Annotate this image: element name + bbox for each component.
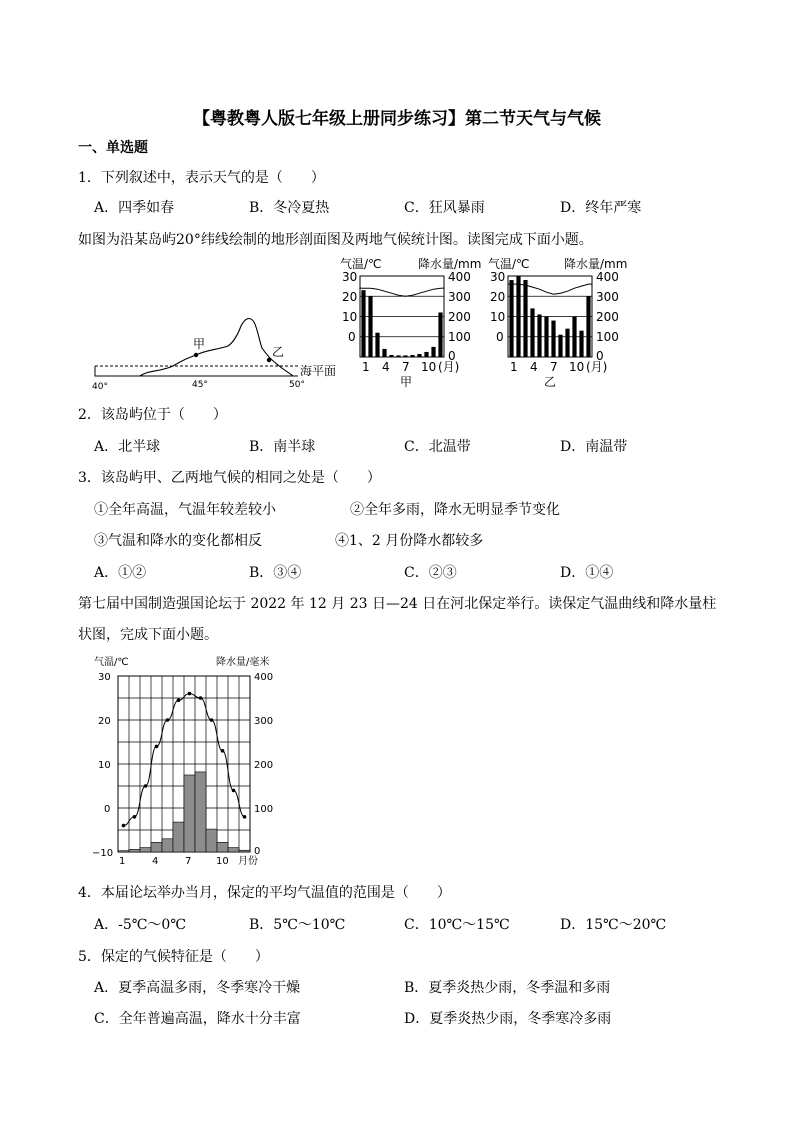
jia-x-tick: 10 — [421, 360, 437, 374]
yi-chart-name: 乙 — [544, 375, 557, 389]
jia-precip-tick: 400 — [448, 270, 471, 284]
baoding-temp-point — [221, 749, 225, 753]
yi-precip-bar — [523, 280, 527, 357]
yi-temp-tick: 10 — [490, 310, 506, 324]
baoding-precip-bar — [195, 772, 206, 852]
section-heading: 一、单选题 — [78, 140, 148, 156]
q4-option-c[interactable]: C．10℃～15℃ — [404, 917, 510, 933]
profile-baseline — [95, 366, 298, 376]
jia-precip-bar — [424, 352, 428, 357]
q2-option-c[interactable]: C．北温带 — [404, 439, 471, 455]
jia-chart-name: 甲 — [400, 375, 413, 389]
q3-item-3: ③气温和降水的变化都相反 — [94, 533, 262, 549]
baoding-precip-tick: 400 — [254, 672, 274, 683]
yi-precip-tick: 400 — [596, 270, 619, 284]
jia-precip-bar — [431, 347, 435, 357]
q3-item-2: ②全年多雨，降水无明显季节变化 — [350, 502, 560, 518]
profile-label-jia: 甲 — [193, 337, 206, 351]
jia-precip-bar — [389, 355, 393, 357]
yi-temp-tick: 30 — [490, 270, 506, 284]
yi-precip-bar — [586, 296, 590, 357]
q5-option-c[interactable]: C．全年普遍高温，降水十分丰富 — [94, 1011, 301, 1027]
jia-x-tick: 1 — [362, 360, 370, 374]
jia-month-unit: (月) — [438, 360, 460, 374]
baoding-precip-bar — [206, 829, 217, 852]
baoding-temp-point — [210, 718, 214, 722]
terrain-outline — [140, 319, 293, 376]
yi-x-tick: 4 — [530, 360, 538, 374]
baoding-temp-tick: 10 — [98, 760, 111, 771]
baoding-month-unit: 月份 — [238, 856, 258, 867]
q4-option-d[interactable]: D．15℃～20℃ — [560, 917, 667, 933]
baoding-precip-bar — [151, 842, 162, 852]
baoding-precip-bar — [228, 848, 239, 852]
jia-precip-bar — [368, 296, 372, 357]
jia-precip-axis-label: 降水量/mm — [418, 257, 482, 271]
jia-precip-bar — [410, 355, 414, 357]
baoding-precip-tick: 0 — [254, 846, 261, 857]
q5-option-d[interactable]: D．夏季炎热少雨，冬季寒冷多雨 — [404, 1011, 612, 1027]
baoding-precip-bar — [173, 822, 184, 852]
yi-precip-tick: 0 — [596, 349, 604, 363]
baoding-temp-point — [188, 692, 192, 696]
baoding-precip-tick: 300 — [254, 716, 274, 727]
q4-option-b[interactable]: B．5℃～10℃ — [249, 917, 346, 933]
yi-x-tick: 7 — [550, 360, 558, 374]
q4-option-a[interactable]: A．-5℃～0℃ — [94, 917, 186, 933]
baoding-temp-point — [122, 824, 126, 828]
q1-option-d[interactable]: D．终年严寒 — [560, 200, 642, 216]
jia-precip-bar — [361, 290, 365, 357]
jia-precip-tick: 200 — [448, 310, 471, 324]
baoding-x-tick: 1 — [119, 856, 126, 867]
jia-precip-bar — [375, 333, 379, 357]
baoding-temp-point — [232, 789, 236, 793]
intro-paragraph-1: 如图为沿某岛屿20°纬线绘制的地形剖面图及两地气候统计图。读图完成下面小题。 — [78, 232, 593, 248]
baoding-temp-tick: 0 — [104, 804, 111, 815]
yi-precip-axis-label: 降水量/mm — [564, 257, 628, 271]
baoding-precip-bar — [239, 850, 250, 852]
intro-paragraph-2-line-1: 第七届中国制造强国论坛于 2022 年 12 月 23 日—24 日在河北保定举行。读保定气温曲线和降水量柱 — [78, 596, 717, 612]
profile-label-yi: 乙 — [272, 345, 285, 359]
question-1-stem: 1．下列叙述中，表示天气的是（ ） — [78, 170, 325, 186]
climate-chart-yi — [486, 254, 636, 394]
baoding-x-tick: 7 — [185, 856, 192, 867]
question-3-stem: 3．该岛屿甲、乙两地气候的相同之处是（ ） — [78, 470, 381, 486]
terrain-profile-figure — [88, 310, 350, 394]
intro-paragraph-2-line-2: 状图，完成下面小题。 — [78, 627, 218, 643]
jia-precip-bar — [438, 312, 442, 357]
baoding-precip-tick: 100 — [254, 804, 274, 815]
baoding-temp-point — [199, 696, 203, 700]
baoding-temp-point — [243, 815, 247, 819]
baoding-temp-point — [177, 698, 181, 702]
baoding-precip-bar — [162, 839, 173, 852]
yi-precip-bar — [572, 317, 576, 358]
q2-option-d[interactable]: D．南温带 — [560, 439, 628, 455]
jia-temp-curve — [360, 288, 444, 296]
jia-precip-bar — [382, 349, 386, 357]
q3-item-4: ④1、2 月份降水都较多 — [335, 533, 484, 549]
yi-precip-bar — [530, 308, 534, 357]
yi-precip-tick: 300 — [596, 290, 619, 304]
baoding-climate-chart — [88, 652, 278, 868]
jia-precip-bar — [417, 354, 421, 357]
jia-temp-tick: 0 — [348, 330, 356, 344]
page-title: 【粤教粤人版七年级上册同步练习】第二节天气与气候 — [193, 109, 601, 129]
jia-point — [194, 353, 198, 357]
yi-temp-tick: 0 — [496, 330, 504, 344]
yi-x-tick: 10 — [569, 360, 585, 374]
question-4-stem: 4．本届论坛举办当月，保定的平均气温值的范围是（ ） — [78, 885, 451, 901]
yi-precip-tick: 100 — [596, 330, 619, 344]
yi-temp-axis-label: 气温/℃ — [488, 257, 530, 271]
yi-precip-bar — [544, 317, 548, 358]
baoding-temp-point — [133, 815, 137, 819]
q5-option-a[interactable]: A．夏季高温多雨，冬季寒冷干燥 — [94, 980, 301, 996]
yi-precip-bar — [579, 331, 583, 357]
climate-chart-jia — [336, 254, 486, 394]
jia-precip-tick: 100 — [448, 330, 471, 344]
yi-x-tick: 1 — [510, 360, 518, 374]
q3-option-d[interactable]: D．①④ — [560, 565, 614, 581]
lon-40-label: 40° — [92, 382, 108, 392]
baoding-precip-bar — [217, 842, 228, 852]
jia-temp-axis-label: 气温/℃ — [340, 257, 382, 271]
sea-level-label: 海平面 — [300, 364, 337, 378]
yi-precip-bar — [565, 329, 569, 357]
jia-x-tick: 4 — [382, 360, 390, 374]
baoding-temp-point — [144, 784, 148, 788]
q3-option-b[interactable]: B．③④ — [249, 565, 302, 581]
q1-option-c[interactable]: C．狂风暴雨 — [404, 200, 485, 216]
jia-precip-bar — [403, 355, 407, 357]
baoding-precip-axis-label: 降水量/毫米 — [216, 657, 270, 668]
yi-precip-bar — [516, 276, 520, 357]
jia-precip-bar — [396, 355, 400, 357]
baoding-temp-point — [155, 745, 159, 749]
jia-temp-tick: 20 — [342, 290, 358, 304]
baoding-temp-tick: −10 — [92, 848, 114, 859]
q1-option-b[interactable]: B．冬冷夏热 — [249, 200, 330, 216]
question-2-stem: 2．该岛屿位于（ ） — [78, 407, 227, 423]
baoding-precip-bar — [184, 775, 195, 852]
q2-option-b[interactable]: B．南半球 — [249, 439, 316, 455]
yi-precip-bar — [509, 280, 513, 357]
q2-option-a[interactable]: A．北半球 — [94, 439, 161, 455]
jia-temp-tick: 10 — [342, 310, 358, 324]
jia-temp-tick: 30 — [342, 270, 358, 284]
yi-month-unit: (月) — [586, 360, 608, 374]
yi-temp-tick: 20 — [490, 290, 506, 304]
yi-precip-bar — [537, 314, 541, 357]
lon-45-label: 45° — [192, 380, 208, 390]
yi-precip-tick: 200 — [596, 310, 619, 324]
q3-option-a[interactable]: A．①② — [94, 565, 147, 581]
baoding-temp-point — [166, 718, 170, 722]
yi-precip-bar — [558, 335, 562, 357]
q3-option-c[interactable]: C．②③ — [404, 565, 457, 581]
baoding-precip-bar — [118, 851, 129, 852]
jia-precip-tick: 300 — [448, 290, 471, 304]
q5-option-b[interactable]: B．夏季炎热少雨，冬季温和多雨 — [404, 980, 611, 996]
baoding-x-tick: 10 — [216, 856, 229, 867]
baoding-temp-tick: 20 — [98, 716, 111, 727]
jia-precip-tick: 0 — [448, 349, 456, 363]
yi-precip-bar — [551, 321, 555, 357]
baoding-precip-bar — [129, 849, 140, 852]
jia-x-tick: 7 — [402, 360, 410, 374]
baoding-precip-bar — [140, 848, 151, 852]
q3-item-1: ①全年高温，气温年较差较小 — [94, 502, 276, 518]
yi-point — [267, 358, 271, 362]
baoding-temp-axis-label: 气温/℃ — [94, 657, 129, 668]
baoding-temp-tick: 30 — [98, 672, 111, 683]
question-5-stem: 5．保定的气候特征是（ ） — [78, 949, 269, 965]
lon-50-label: 50° — [289, 380, 305, 390]
baoding-x-tick: 4 — [152, 856, 159, 867]
q1-option-a[interactable]: A．四季如春 — [94, 200, 175, 216]
baoding-precip-tick: 200 — [254, 760, 274, 771]
